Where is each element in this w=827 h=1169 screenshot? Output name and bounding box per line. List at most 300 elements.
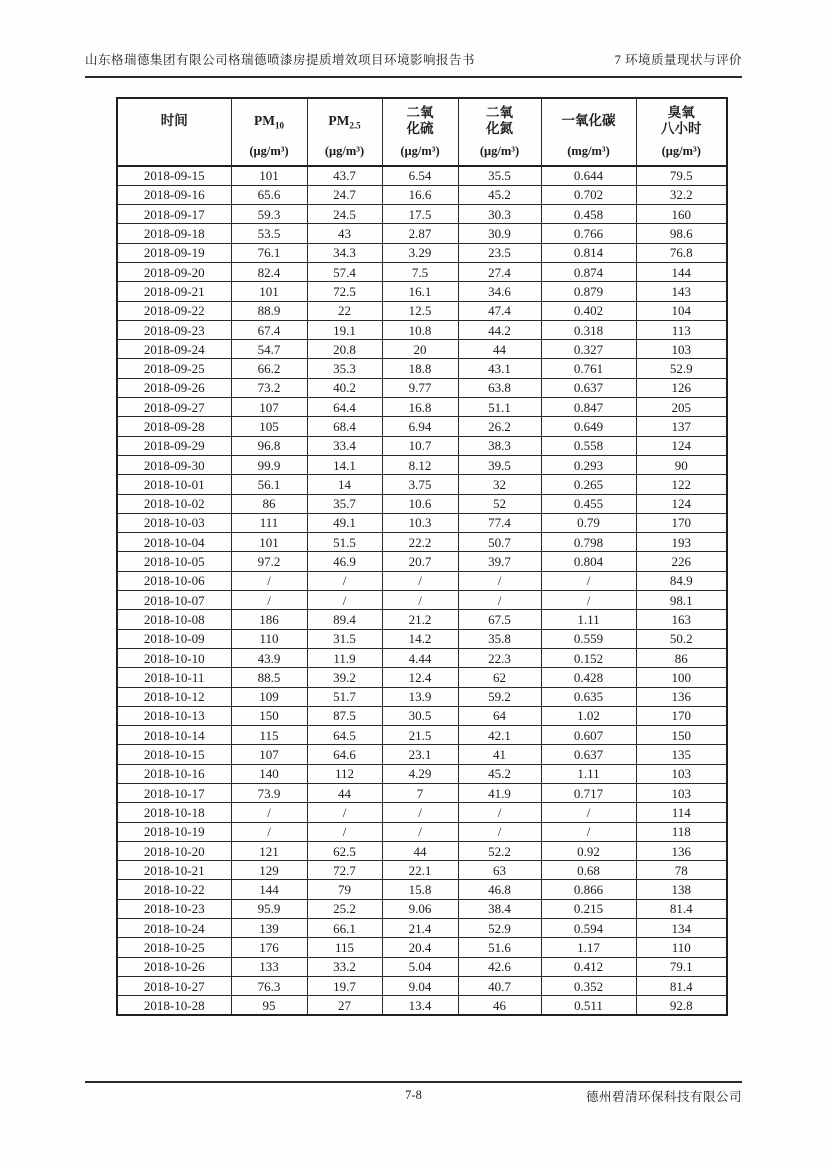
value-cell: 27 bbox=[307, 996, 382, 1015]
table-row bbox=[117, 822, 727, 841]
value-cell: 53.5 bbox=[231, 224, 307, 243]
value-cell: 0.318 bbox=[541, 320, 636, 339]
date-cell: 2018-10-06 bbox=[117, 571, 231, 590]
table-row bbox=[117, 320, 727, 339]
value-cell: 124 bbox=[636, 436, 727, 455]
date-cell: 2018-10-14 bbox=[117, 726, 231, 745]
value-cell: 101 bbox=[231, 533, 307, 552]
value-cell: 110 bbox=[231, 629, 307, 648]
value-cell: 0.766 bbox=[541, 224, 636, 243]
table-row bbox=[117, 899, 727, 918]
value-cell: 0.649 bbox=[541, 417, 636, 436]
table-row bbox=[117, 880, 727, 899]
page-footer bbox=[85, 1086, 742, 1106]
value-cell: 38.3 bbox=[458, 436, 541, 455]
value-cell: 67.5 bbox=[458, 610, 541, 629]
value-cell: 13.9 bbox=[382, 687, 458, 706]
value-cell: 4.29 bbox=[382, 764, 458, 783]
value-cell: 99.9 bbox=[231, 455, 307, 474]
value-cell: 0.644 bbox=[541, 166, 636, 185]
value-cell: 160 bbox=[636, 205, 727, 224]
column-title: $PM_{10}$ bbox=[254, 112, 284, 131]
value-cell: / bbox=[458, 571, 541, 590]
value-cell: 98.1 bbox=[636, 591, 727, 610]
value-cell: 176 bbox=[231, 938, 307, 957]
value-cell: 51.6 bbox=[458, 938, 541, 957]
value-cell: 0.761 bbox=[541, 359, 636, 378]
value-cell: 104 bbox=[636, 301, 727, 320]
value-cell: 143 bbox=[636, 282, 727, 301]
value-cell: 5.04 bbox=[382, 957, 458, 976]
value-cell: 12.5 bbox=[382, 301, 458, 320]
table-row bbox=[117, 185, 727, 204]
value-cell: 144 bbox=[636, 262, 727, 281]
value-cell: 34.3 bbox=[307, 243, 382, 262]
table-header-row bbox=[117, 98, 727, 166]
value-cell: 43.1 bbox=[458, 359, 541, 378]
value-cell: 66.1 bbox=[307, 919, 382, 938]
value-cell: 16.1 bbox=[382, 282, 458, 301]
column-title: $PM_{2.5}$ bbox=[328, 112, 361, 131]
value-cell: 68.4 bbox=[307, 417, 382, 436]
value-cell: 18.8 bbox=[382, 359, 458, 378]
value-cell: 0.874 bbox=[541, 262, 636, 281]
value-cell: 88.9 bbox=[231, 301, 307, 320]
value-cell: 64.6 bbox=[307, 745, 382, 764]
value-cell: 0.92 bbox=[541, 841, 636, 860]
footer-rule bbox=[85, 1081, 742, 1083]
value-cell: 0.607 bbox=[541, 726, 636, 745]
column-header bbox=[231, 98, 307, 166]
value-cell: 14.1 bbox=[307, 455, 382, 474]
value-cell: 10.7 bbox=[382, 436, 458, 455]
value-cell: 35.5 bbox=[458, 166, 541, 185]
value-cell: 15.8 bbox=[382, 880, 458, 899]
value-cell: 109 bbox=[231, 687, 307, 706]
value-cell: 22.3 bbox=[458, 648, 541, 667]
table-row bbox=[117, 301, 727, 320]
column-title: 二氧 化硫 bbox=[406, 104, 434, 136]
value-cell: 7 bbox=[382, 784, 458, 803]
value-cell: 21.2 bbox=[382, 610, 458, 629]
value-cell: 65.6 bbox=[231, 185, 307, 204]
value-cell: / bbox=[382, 591, 458, 610]
value-cell: 30.5 bbox=[382, 706, 458, 725]
date-cell: 2018-10-28 bbox=[117, 996, 231, 1015]
value-cell: 64.4 bbox=[307, 398, 382, 417]
value-cell: 45.2 bbox=[458, 764, 541, 783]
value-cell: 16.8 bbox=[382, 398, 458, 417]
value-cell: 34.6 bbox=[458, 282, 541, 301]
value-cell: 0.798 bbox=[541, 533, 636, 552]
value-cell: 44 bbox=[382, 841, 458, 860]
table-body bbox=[117, 166, 727, 1015]
value-cell: 46 bbox=[458, 996, 541, 1015]
value-cell: 35.7 bbox=[307, 494, 382, 513]
date-cell: 2018-10-22 bbox=[117, 880, 231, 899]
value-cell: 12.4 bbox=[382, 668, 458, 687]
value-cell: 24.7 bbox=[307, 185, 382, 204]
date-cell: 2018-10-20 bbox=[117, 841, 231, 860]
report-title: 山东格瑞德集团有限公司格瑞德喷漆房提质增效项目环境影响报告书 bbox=[85, 53, 476, 67]
table-row bbox=[117, 455, 727, 474]
value-cell: 44 bbox=[307, 784, 382, 803]
table-row bbox=[117, 861, 727, 880]
value-cell: 84.9 bbox=[636, 571, 727, 590]
column-title: 二氧 化氮 bbox=[486, 104, 513, 136]
value-cell: 64 bbox=[458, 706, 541, 725]
value-cell: 43 bbox=[307, 224, 382, 243]
value-cell: 0.265 bbox=[541, 475, 636, 494]
date-cell: 2018-09-19 bbox=[117, 243, 231, 262]
value-cell: 44.2 bbox=[458, 320, 541, 339]
value-cell: 0.458 bbox=[541, 205, 636, 224]
value-cell: 0.327 bbox=[541, 340, 636, 359]
table-row bbox=[117, 262, 727, 281]
value-cell: 43.9 bbox=[231, 648, 307, 667]
table-row bbox=[117, 436, 727, 455]
value-cell: 73.2 bbox=[231, 378, 307, 397]
column-header bbox=[636, 98, 727, 166]
value-cell: 77.4 bbox=[458, 513, 541, 532]
value-cell: / bbox=[541, 591, 636, 610]
column-unit: (μg/m³) bbox=[661, 144, 701, 158]
value-cell: 30.9 bbox=[458, 224, 541, 243]
table-row bbox=[117, 340, 727, 359]
value-cell: 79 bbox=[307, 880, 382, 899]
value-cell: 31.5 bbox=[307, 629, 382, 648]
table-row bbox=[117, 803, 727, 822]
value-cell: 25.2 bbox=[307, 899, 382, 918]
value-cell: 49.1 bbox=[307, 513, 382, 532]
date-cell: 2018-09-27 bbox=[117, 398, 231, 417]
value-cell: / bbox=[307, 803, 382, 822]
date-cell: 2018-10-09 bbox=[117, 629, 231, 648]
value-cell: / bbox=[231, 571, 307, 590]
value-cell: 107 bbox=[231, 398, 307, 417]
value-cell: 4.44 bbox=[382, 648, 458, 667]
date-cell: 2018-09-23 bbox=[117, 320, 231, 339]
date-cell: 2018-10-12 bbox=[117, 687, 231, 706]
value-cell: 100 bbox=[636, 668, 727, 687]
value-cell: 11.9 bbox=[307, 648, 382, 667]
value-cell: 39.2 bbox=[307, 668, 382, 687]
value-cell: 14.2 bbox=[382, 629, 458, 648]
value-cell: 163 bbox=[636, 610, 727, 629]
date-cell: 2018-09-21 bbox=[117, 282, 231, 301]
value-cell: 110 bbox=[636, 938, 727, 957]
value-cell: 66.2 bbox=[231, 359, 307, 378]
value-cell: 113 bbox=[636, 320, 727, 339]
value-cell: / bbox=[231, 803, 307, 822]
value-cell: 0.558 bbox=[541, 436, 636, 455]
value-cell: 51.5 bbox=[307, 533, 382, 552]
value-cell: 1.11 bbox=[541, 610, 636, 629]
value-cell: 114 bbox=[636, 803, 727, 822]
value-cell: 40.7 bbox=[458, 976, 541, 995]
value-cell: 136 bbox=[636, 687, 727, 706]
value-cell: 17.5 bbox=[382, 205, 458, 224]
date-cell: 2018-10-13 bbox=[117, 706, 231, 725]
value-cell: 22.1 bbox=[382, 861, 458, 880]
air-quality-table bbox=[116, 97, 728, 1016]
value-cell: 186 bbox=[231, 610, 307, 629]
table-row bbox=[117, 726, 727, 745]
table-row bbox=[117, 938, 727, 957]
value-cell: 24.5 bbox=[307, 205, 382, 224]
value-cell: 95.9 bbox=[231, 899, 307, 918]
table-row bbox=[117, 841, 727, 860]
value-cell: 89.4 bbox=[307, 610, 382, 629]
value-cell: 59.2 bbox=[458, 687, 541, 706]
value-cell: 98.6 bbox=[636, 224, 727, 243]
value-cell: 51.1 bbox=[458, 398, 541, 417]
value-cell: 101 bbox=[231, 166, 307, 185]
value-cell: 86 bbox=[636, 648, 727, 667]
date-cell: 2018-10-26 bbox=[117, 957, 231, 976]
value-cell: 0.804 bbox=[541, 552, 636, 571]
value-cell: 0.215 bbox=[541, 899, 636, 918]
table-row bbox=[117, 378, 727, 397]
date-cell: 2018-10-24 bbox=[117, 919, 231, 938]
date-cell: 2018-10-18 bbox=[117, 803, 231, 822]
value-cell: 137 bbox=[636, 417, 727, 436]
value-cell: 129 bbox=[231, 861, 307, 880]
table-row bbox=[117, 591, 727, 610]
table-row bbox=[117, 205, 727, 224]
table-row bbox=[117, 513, 727, 532]
value-cell: 118 bbox=[636, 822, 727, 841]
value-cell: 103 bbox=[636, 340, 727, 359]
value-cell: 0.559 bbox=[541, 629, 636, 648]
date-cell: 2018-10-10 bbox=[117, 648, 231, 667]
value-cell: 134 bbox=[636, 919, 727, 938]
date-cell: 2018-10-03 bbox=[117, 513, 231, 532]
value-cell: 72.7 bbox=[307, 861, 382, 880]
value-cell: 103 bbox=[636, 784, 727, 803]
value-cell: 112 bbox=[307, 764, 382, 783]
value-cell: 46.8 bbox=[458, 880, 541, 899]
value-cell: 82.4 bbox=[231, 262, 307, 281]
value-cell: 13.4 bbox=[382, 996, 458, 1015]
table-row bbox=[117, 610, 727, 629]
date-cell: 2018-09-17 bbox=[117, 205, 231, 224]
value-cell: 20.4 bbox=[382, 938, 458, 957]
table-row bbox=[117, 648, 727, 667]
value-cell: 1.17 bbox=[541, 938, 636, 957]
value-cell: 88.5 bbox=[231, 668, 307, 687]
value-cell: 56.1 bbox=[231, 475, 307, 494]
value-cell: 9.77 bbox=[382, 378, 458, 397]
value-cell: 193 bbox=[636, 533, 727, 552]
value-cell: 57.4 bbox=[307, 262, 382, 281]
table-row bbox=[117, 764, 727, 783]
date-cell: 2018-10-17 bbox=[117, 784, 231, 803]
value-cell: 10.8 bbox=[382, 320, 458, 339]
value-cell: 76.1 bbox=[231, 243, 307, 262]
value-cell: 42.6 bbox=[458, 957, 541, 976]
value-cell: 101 bbox=[231, 282, 307, 301]
value-cell: 50.2 bbox=[636, 629, 727, 648]
value-cell: 0.866 bbox=[541, 880, 636, 899]
date-cell: 2018-10-16 bbox=[117, 764, 231, 783]
value-cell: 76.3 bbox=[231, 976, 307, 995]
value-cell: / bbox=[382, 822, 458, 841]
date-cell: 2018-10-05 bbox=[117, 552, 231, 571]
value-cell: 170 bbox=[636, 513, 727, 532]
value-cell: 62.5 bbox=[307, 841, 382, 860]
value-cell: 2.87 bbox=[382, 224, 458, 243]
value-cell: 115 bbox=[231, 726, 307, 745]
value-cell: 0.352 bbox=[541, 976, 636, 995]
page-header bbox=[85, 52, 742, 78]
page-number: 7-8 bbox=[405, 1088, 422, 1102]
table-row bbox=[117, 571, 727, 590]
table-row bbox=[117, 919, 727, 938]
value-cell: 27.4 bbox=[458, 262, 541, 281]
value-cell: 20 bbox=[382, 340, 458, 359]
table-row bbox=[117, 976, 727, 995]
value-cell: 92.8 bbox=[636, 996, 727, 1015]
value-cell: 105 bbox=[231, 417, 307, 436]
value-cell: 78 bbox=[636, 861, 727, 880]
value-cell: 20.7 bbox=[382, 552, 458, 571]
value-cell: 20.8 bbox=[307, 340, 382, 359]
value-cell: 140 bbox=[231, 764, 307, 783]
date-cell: 2018-09-28 bbox=[117, 417, 231, 436]
value-cell: 10.3 bbox=[382, 513, 458, 532]
value-cell: 9.06 bbox=[382, 899, 458, 918]
value-cell: 33.4 bbox=[307, 436, 382, 455]
value-cell: 0.702 bbox=[541, 185, 636, 204]
date-cell: 2018-09-18 bbox=[117, 224, 231, 243]
value-cell: 103 bbox=[636, 764, 727, 783]
value-cell: 0.511 bbox=[541, 996, 636, 1015]
value-cell: 0.635 bbox=[541, 687, 636, 706]
value-cell: / bbox=[231, 591, 307, 610]
value-cell: 51.7 bbox=[307, 687, 382, 706]
value-cell: 138 bbox=[636, 880, 727, 899]
column-unit: (mg/m³) bbox=[567, 144, 610, 158]
value-cell: 33.2 bbox=[307, 957, 382, 976]
column-header bbox=[307, 98, 382, 166]
value-cell: / bbox=[541, 822, 636, 841]
table-row bbox=[117, 533, 727, 552]
date-cell: 2018-10-07 bbox=[117, 591, 231, 610]
value-cell: 111 bbox=[231, 513, 307, 532]
table-row bbox=[117, 224, 727, 243]
column-unit: (μg/m³) bbox=[324, 144, 365, 158]
value-cell: 0.879 bbox=[541, 282, 636, 301]
value-cell: 0.412 bbox=[541, 957, 636, 976]
value-cell: / bbox=[458, 822, 541, 841]
value-cell: 0.68 bbox=[541, 861, 636, 880]
table-row bbox=[117, 494, 727, 513]
date-cell: 2018-10-11 bbox=[117, 668, 231, 687]
value-cell: 45.2 bbox=[458, 185, 541, 204]
value-cell: / bbox=[307, 822, 382, 841]
value-cell: / bbox=[382, 803, 458, 822]
value-cell: 139 bbox=[231, 919, 307, 938]
column-unit: (μg/m³) bbox=[400, 144, 440, 158]
table-row bbox=[117, 957, 727, 976]
value-cell: 16.6 bbox=[382, 185, 458, 204]
value-cell: 95 bbox=[231, 996, 307, 1015]
date-cell: 2018-10-04 bbox=[117, 533, 231, 552]
value-cell: 0.79 bbox=[541, 513, 636, 532]
value-cell: 135 bbox=[636, 745, 727, 764]
column-title: 臭氧 八小时 bbox=[661, 104, 702, 136]
value-cell: 50.7 bbox=[458, 533, 541, 552]
value-cell: 3.75 bbox=[382, 475, 458, 494]
value-cell: 136 bbox=[636, 841, 727, 860]
value-cell: 47.4 bbox=[458, 301, 541, 320]
date-cell: 2018-10-21 bbox=[117, 861, 231, 880]
value-cell: 126 bbox=[636, 378, 727, 397]
table-row bbox=[117, 417, 727, 436]
table-row bbox=[117, 668, 727, 687]
date-cell: 2018-09-24 bbox=[117, 340, 231, 359]
value-cell: / bbox=[382, 571, 458, 590]
value-cell: 87.5 bbox=[307, 706, 382, 725]
value-cell: / bbox=[541, 571, 636, 590]
table-row bbox=[117, 166, 727, 185]
value-cell: 21.5 bbox=[382, 726, 458, 745]
value-cell: 86 bbox=[231, 494, 307, 513]
value-cell: 35.8 bbox=[458, 629, 541, 648]
table-row bbox=[117, 996, 727, 1015]
date-cell: 2018-10-25 bbox=[117, 938, 231, 957]
value-cell: 0.637 bbox=[541, 745, 636, 764]
date-cell: 2018-10-02 bbox=[117, 494, 231, 513]
value-cell: 10.6 bbox=[382, 494, 458, 513]
value-cell: 7.5 bbox=[382, 262, 458, 281]
section-title: 7 环境质量现状与评价 bbox=[614, 53, 742, 67]
value-cell: 64.5 bbox=[307, 726, 382, 745]
value-cell: 19.7 bbox=[307, 976, 382, 995]
date-cell: 2018-10-01 bbox=[117, 475, 231, 494]
value-cell: 79.1 bbox=[636, 957, 727, 976]
date-cell: 2018-09-16 bbox=[117, 185, 231, 204]
date-cell: 2018-10-19 bbox=[117, 822, 231, 841]
value-cell: / bbox=[458, 591, 541, 610]
value-cell: 22.2 bbox=[382, 533, 458, 552]
date-cell: 2018-10-08 bbox=[117, 610, 231, 629]
date-cell: 2018-10-27 bbox=[117, 976, 231, 995]
value-cell: 52.2 bbox=[458, 841, 541, 860]
value-cell: 0.455 bbox=[541, 494, 636, 513]
value-cell: 42.1 bbox=[458, 726, 541, 745]
value-cell: 1.02 bbox=[541, 706, 636, 725]
value-cell: 97.2 bbox=[231, 552, 307, 571]
value-cell: 124 bbox=[636, 494, 727, 513]
value-cell: 1.11 bbox=[541, 764, 636, 783]
table-row bbox=[117, 243, 727, 262]
value-cell: 72.5 bbox=[307, 282, 382, 301]
table-row bbox=[117, 282, 727, 301]
value-cell: 90 bbox=[636, 455, 727, 474]
value-cell: 0.717 bbox=[541, 784, 636, 803]
value-cell: 226 bbox=[636, 552, 727, 571]
value-cell: 170 bbox=[636, 706, 727, 725]
date-cell: 2018-10-15 bbox=[117, 745, 231, 764]
value-cell: 46.9 bbox=[307, 552, 382, 571]
value-cell: 0.814 bbox=[541, 243, 636, 262]
value-cell: 0.402 bbox=[541, 301, 636, 320]
value-cell: 62 bbox=[458, 668, 541, 687]
table-row bbox=[117, 784, 727, 803]
value-cell: 23.1 bbox=[382, 745, 458, 764]
